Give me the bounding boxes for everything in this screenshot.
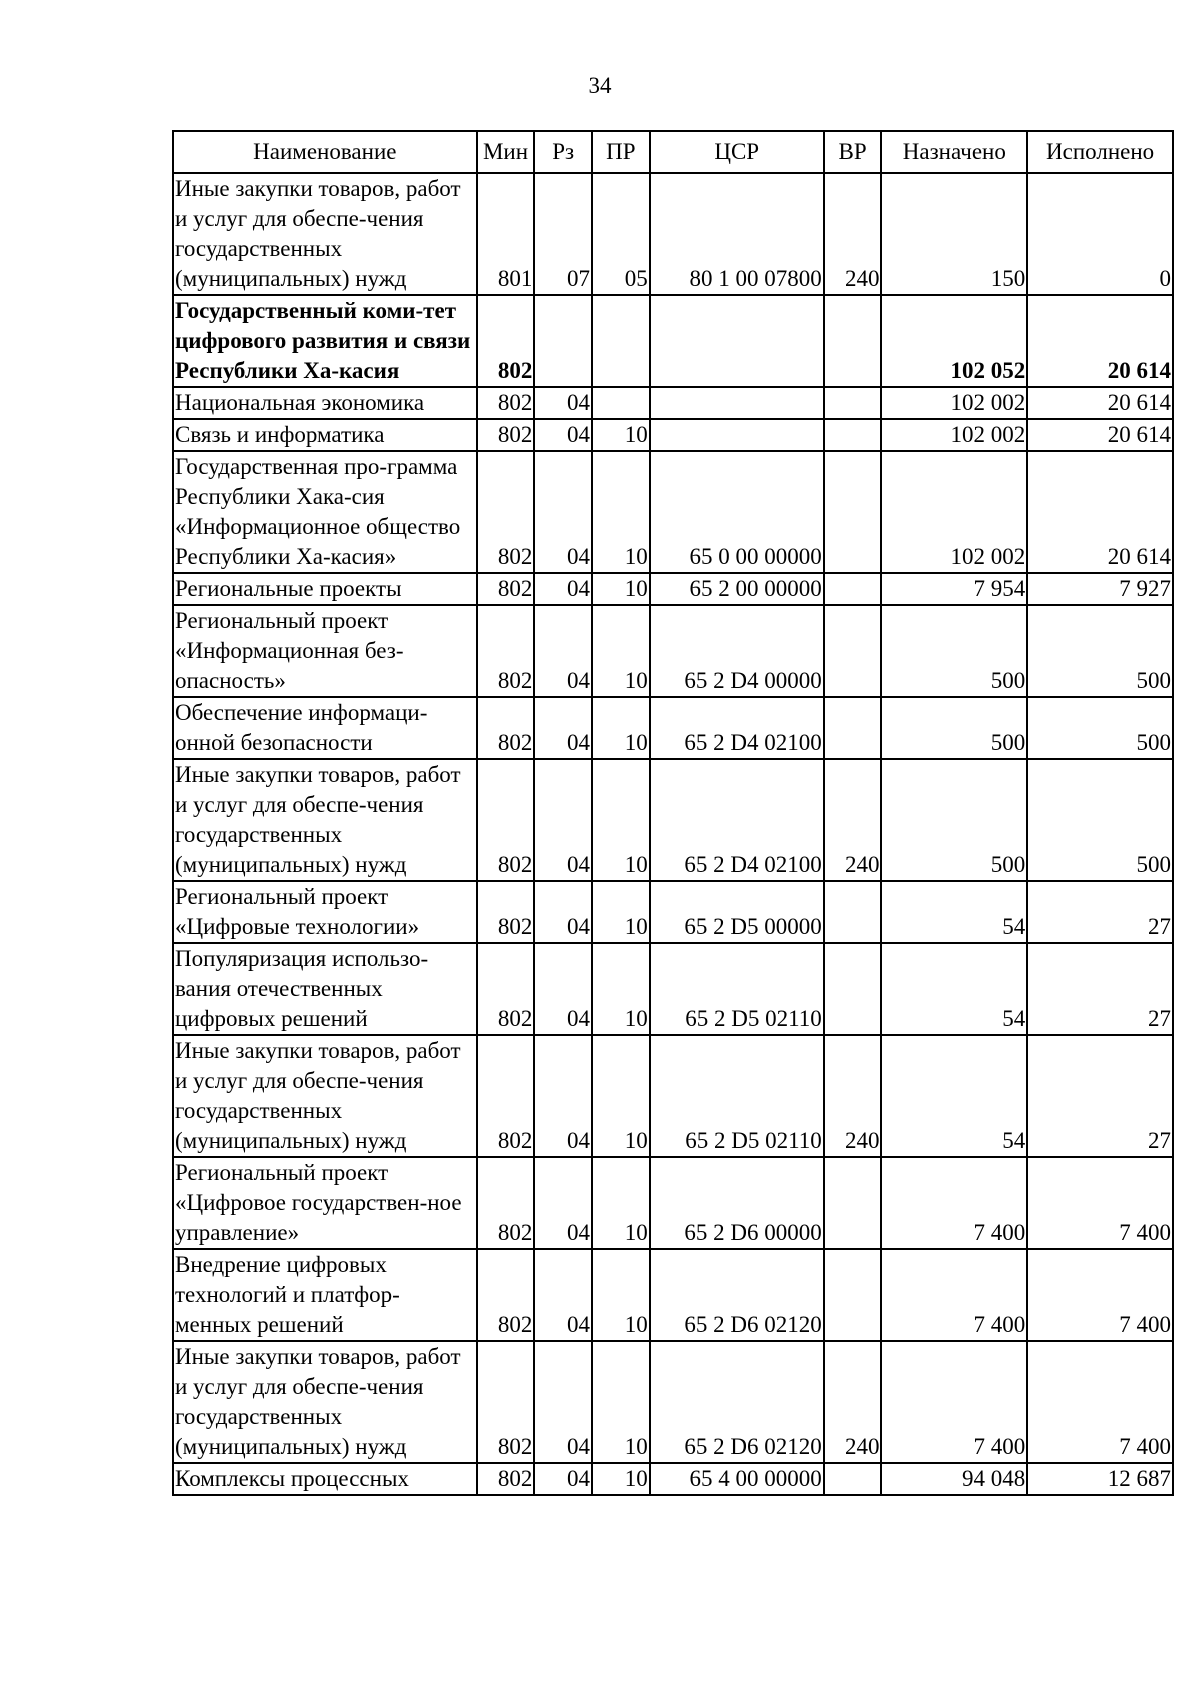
table-row xyxy=(173,1157,1173,1249)
cell-vr: 240 xyxy=(824,1035,882,1157)
cell-min: 802 xyxy=(477,387,535,419)
cell-pr: 10 xyxy=(592,1249,650,1341)
budget-table xyxy=(172,130,1174,1496)
cell-min: 802 xyxy=(477,295,535,387)
table-body xyxy=(173,173,1173,1495)
cell-min: 802 xyxy=(477,1341,535,1463)
cell-vr xyxy=(824,697,882,759)
header-pr: ПР xyxy=(592,131,650,173)
table-row xyxy=(173,943,1173,1035)
cell-executed: 500 xyxy=(1027,759,1173,881)
cell-min: 802 xyxy=(477,1157,535,1249)
cell-min: 802 xyxy=(477,1463,535,1495)
cell-csr xyxy=(650,387,824,419)
cell-vr xyxy=(824,1249,882,1341)
cell-executed: 27 xyxy=(1027,943,1173,1035)
cell-assigned: 500 xyxy=(881,759,1027,881)
cell-assigned: 500 xyxy=(881,605,1027,697)
cell-executed: 7 927 xyxy=(1027,573,1173,605)
cell-min: 802 xyxy=(477,943,535,1035)
cell-vr xyxy=(824,387,882,419)
table-header-row xyxy=(173,131,1173,173)
cell-name: Региональный проект «Цифровое государствен-ное управление» xyxy=(173,1157,477,1249)
cell-pr: 10 xyxy=(592,605,650,697)
cell-name: Популяризация использо-вания отечественных цифровых решений xyxy=(173,943,477,1035)
cell-csr: 65 2 00 00000 xyxy=(650,573,824,605)
cell-name: Государственная про-грамма Республики Хака-сия «Информационное общество Республики Ха-касия» xyxy=(173,451,477,573)
cell-pr: 10 xyxy=(592,419,650,451)
cell-assigned: 54 xyxy=(881,881,1027,943)
cell-vr xyxy=(824,1463,882,1495)
cell-executed: 27 xyxy=(1027,881,1173,943)
cell-csr: 65 2 D6 02120 xyxy=(650,1249,824,1341)
cell-csr: 65 2 D4 00000 xyxy=(650,605,824,697)
cell-rz: 04 xyxy=(534,943,592,1035)
table-row xyxy=(173,573,1173,605)
cell-csr: 65 2 D4 02100 xyxy=(650,697,824,759)
cell-assigned: 102 002 xyxy=(881,387,1027,419)
cell-csr: 65 2 D5 02110 xyxy=(650,1035,824,1157)
cell-min: 802 xyxy=(477,451,535,573)
table-row xyxy=(173,419,1173,451)
cell-csr: 65 0 00 00000 xyxy=(650,451,824,573)
cell-vr xyxy=(824,605,882,697)
cell-assigned: 94 048 xyxy=(881,1463,1027,1495)
cell-vr xyxy=(824,881,882,943)
cell-executed: 20 614 xyxy=(1027,295,1173,387)
table-row xyxy=(173,387,1173,419)
cell-vr: 240 xyxy=(824,1341,882,1463)
cell-pr: 10 xyxy=(592,759,650,881)
cell-pr: 10 xyxy=(592,943,650,1035)
cell-pr: 10 xyxy=(592,1157,650,1249)
cell-rz: 04 xyxy=(534,1035,592,1157)
cell-csr: 80 1 00 07800 xyxy=(650,173,824,295)
cell-name: Иные закупки товаров, работ и услуг для обеспе-чения государственных (муниципальных) нужд xyxy=(173,173,477,295)
cell-pr: 05 xyxy=(592,173,650,295)
cell-pr: 10 xyxy=(592,1035,650,1157)
cell-name: Комплексы процессных xyxy=(173,1463,477,1495)
cell-executed: 7 400 xyxy=(1027,1341,1173,1463)
cell-executed: 500 xyxy=(1027,605,1173,697)
cell-assigned: 102 002 xyxy=(881,419,1027,451)
cell-csr: 65 2 D5 02110 xyxy=(650,943,824,1035)
cell-csr: 65 2 D4 02100 xyxy=(650,759,824,881)
cell-vr: 240 xyxy=(824,759,882,881)
cell-vr xyxy=(824,419,882,451)
table-row xyxy=(173,605,1173,697)
cell-executed: 20 614 xyxy=(1027,419,1173,451)
cell-assigned: 54 xyxy=(881,1035,1027,1157)
cell-pr: 10 xyxy=(592,573,650,605)
cell-assigned: 500 xyxy=(881,697,1027,759)
cell-rz: 04 xyxy=(534,1341,592,1463)
cell-assigned: 7 954 xyxy=(881,573,1027,605)
cell-executed: 20 614 xyxy=(1027,451,1173,573)
table-row xyxy=(173,1035,1173,1157)
cell-csr: 65 4 00 00000 xyxy=(650,1463,824,1495)
cell-executed: 0 xyxy=(1027,173,1173,295)
cell-rz: 04 xyxy=(534,881,592,943)
cell-assigned: 54 xyxy=(881,943,1027,1035)
cell-min: 802 xyxy=(477,881,535,943)
cell-vr xyxy=(824,573,882,605)
cell-executed: 20 614 xyxy=(1027,387,1173,419)
cell-min: 802 xyxy=(477,697,535,759)
table-row xyxy=(173,173,1173,295)
cell-vr xyxy=(824,295,882,387)
cell-name: Обеспечение информаци-онной безопасности xyxy=(173,697,477,759)
cell-pr: 10 xyxy=(592,1341,650,1463)
cell-rz: 04 xyxy=(534,451,592,573)
cell-min: 802 xyxy=(477,759,535,881)
cell-csr: 65 2 D5 00000 xyxy=(650,881,824,943)
cell-name: Внедрение цифровых технологий и платфор-менных решений xyxy=(173,1249,477,1341)
cell-assigned: 7 400 xyxy=(881,1249,1027,1341)
header-executed: Исполнено xyxy=(1027,131,1173,173)
cell-pr xyxy=(592,387,650,419)
cell-rz: 04 xyxy=(534,573,592,605)
cell-name: Государственный коми-тет цифрового развития и связи Республики Ха-касия xyxy=(173,295,477,387)
table-row xyxy=(173,1249,1173,1341)
page-number: 34 xyxy=(588,73,612,98)
cell-executed: 27 xyxy=(1027,1035,1173,1157)
cell-assigned: 150 xyxy=(881,173,1027,295)
cell-name: Иные закупки товаров, работ и услуг для обеспе-чения государственных (муниципальных) нужд xyxy=(173,759,477,881)
cell-pr: 10 xyxy=(592,1463,650,1495)
cell-name: Иные закупки товаров, работ и услуг для обеспе-чения государственных (муниципальных) нужд xyxy=(173,1341,477,1463)
cell-rz: 04 xyxy=(534,605,592,697)
cell-name: Региональные проекты xyxy=(173,573,477,605)
header-vr: ВР xyxy=(824,131,882,173)
table-row xyxy=(173,1463,1173,1495)
cell-rz: 04 xyxy=(534,697,592,759)
table-row xyxy=(173,295,1173,387)
cell-min: 802 xyxy=(477,1249,535,1341)
table-row xyxy=(173,697,1173,759)
cell-rz: 04 xyxy=(534,759,592,881)
cell-assigned: 7 400 xyxy=(881,1341,1027,1463)
cell-vr xyxy=(824,1157,882,1249)
cell-min: 801 xyxy=(477,173,535,295)
cell-min: 802 xyxy=(477,419,535,451)
cell-vr: 240 xyxy=(824,173,882,295)
header-assigned: Назначено xyxy=(881,131,1027,173)
header-rz: Рз xyxy=(534,131,592,173)
cell-rz: 04 xyxy=(534,1249,592,1341)
cell-name: Региональный проект «Информационная без-опасность» xyxy=(173,605,477,697)
cell-csr: 65 2 D6 02120 xyxy=(650,1341,824,1463)
cell-vr xyxy=(824,451,882,573)
cell-min: 802 xyxy=(477,1035,535,1157)
cell-vr xyxy=(824,943,882,1035)
cell-csr: 65 2 D6 00000 xyxy=(650,1157,824,1249)
cell-executed: 500 xyxy=(1027,697,1173,759)
cell-executed: 7 400 xyxy=(1027,1249,1173,1341)
cell-rz: 04 xyxy=(534,1463,592,1495)
cell-name: Национальная экономика xyxy=(173,387,477,419)
cell-rz: 04 xyxy=(534,1157,592,1249)
cell-rz: 07 xyxy=(534,173,592,295)
cell-assigned: 102 002 xyxy=(881,451,1027,573)
table-row xyxy=(173,881,1173,943)
cell-rz xyxy=(534,295,592,387)
cell-min: 802 xyxy=(477,605,535,697)
cell-assigned: 7 400 xyxy=(881,1157,1027,1249)
header-csr: ЦСР xyxy=(650,131,824,173)
cell-pr: 10 xyxy=(592,697,650,759)
cell-rz: 04 xyxy=(534,419,592,451)
table-row xyxy=(173,1341,1173,1463)
cell-assigned: 102 052 xyxy=(881,295,1027,387)
cell-pr: 10 xyxy=(592,451,650,573)
cell-pr xyxy=(592,295,650,387)
table-row xyxy=(173,451,1173,573)
cell-pr: 10 xyxy=(592,881,650,943)
cell-executed: 12 687 xyxy=(1027,1463,1173,1495)
cell-name: Связь и информатика xyxy=(173,419,477,451)
table-row xyxy=(173,759,1173,881)
cell-executed: 7 400 xyxy=(1027,1157,1173,1249)
cell-name: Иные закупки товаров, работ и услуг для обеспе-чения государственных (муниципальных) нужд xyxy=(173,1035,477,1157)
cell-name: Региональный проект «Цифровые технологии» xyxy=(173,881,477,943)
cell-min: 802 xyxy=(477,573,535,605)
header-min: Мин xyxy=(477,131,535,173)
header-name: Наименование xyxy=(173,131,477,173)
cell-rz: 04 xyxy=(534,387,592,419)
cell-csr xyxy=(650,419,824,451)
cell-csr xyxy=(650,295,824,387)
